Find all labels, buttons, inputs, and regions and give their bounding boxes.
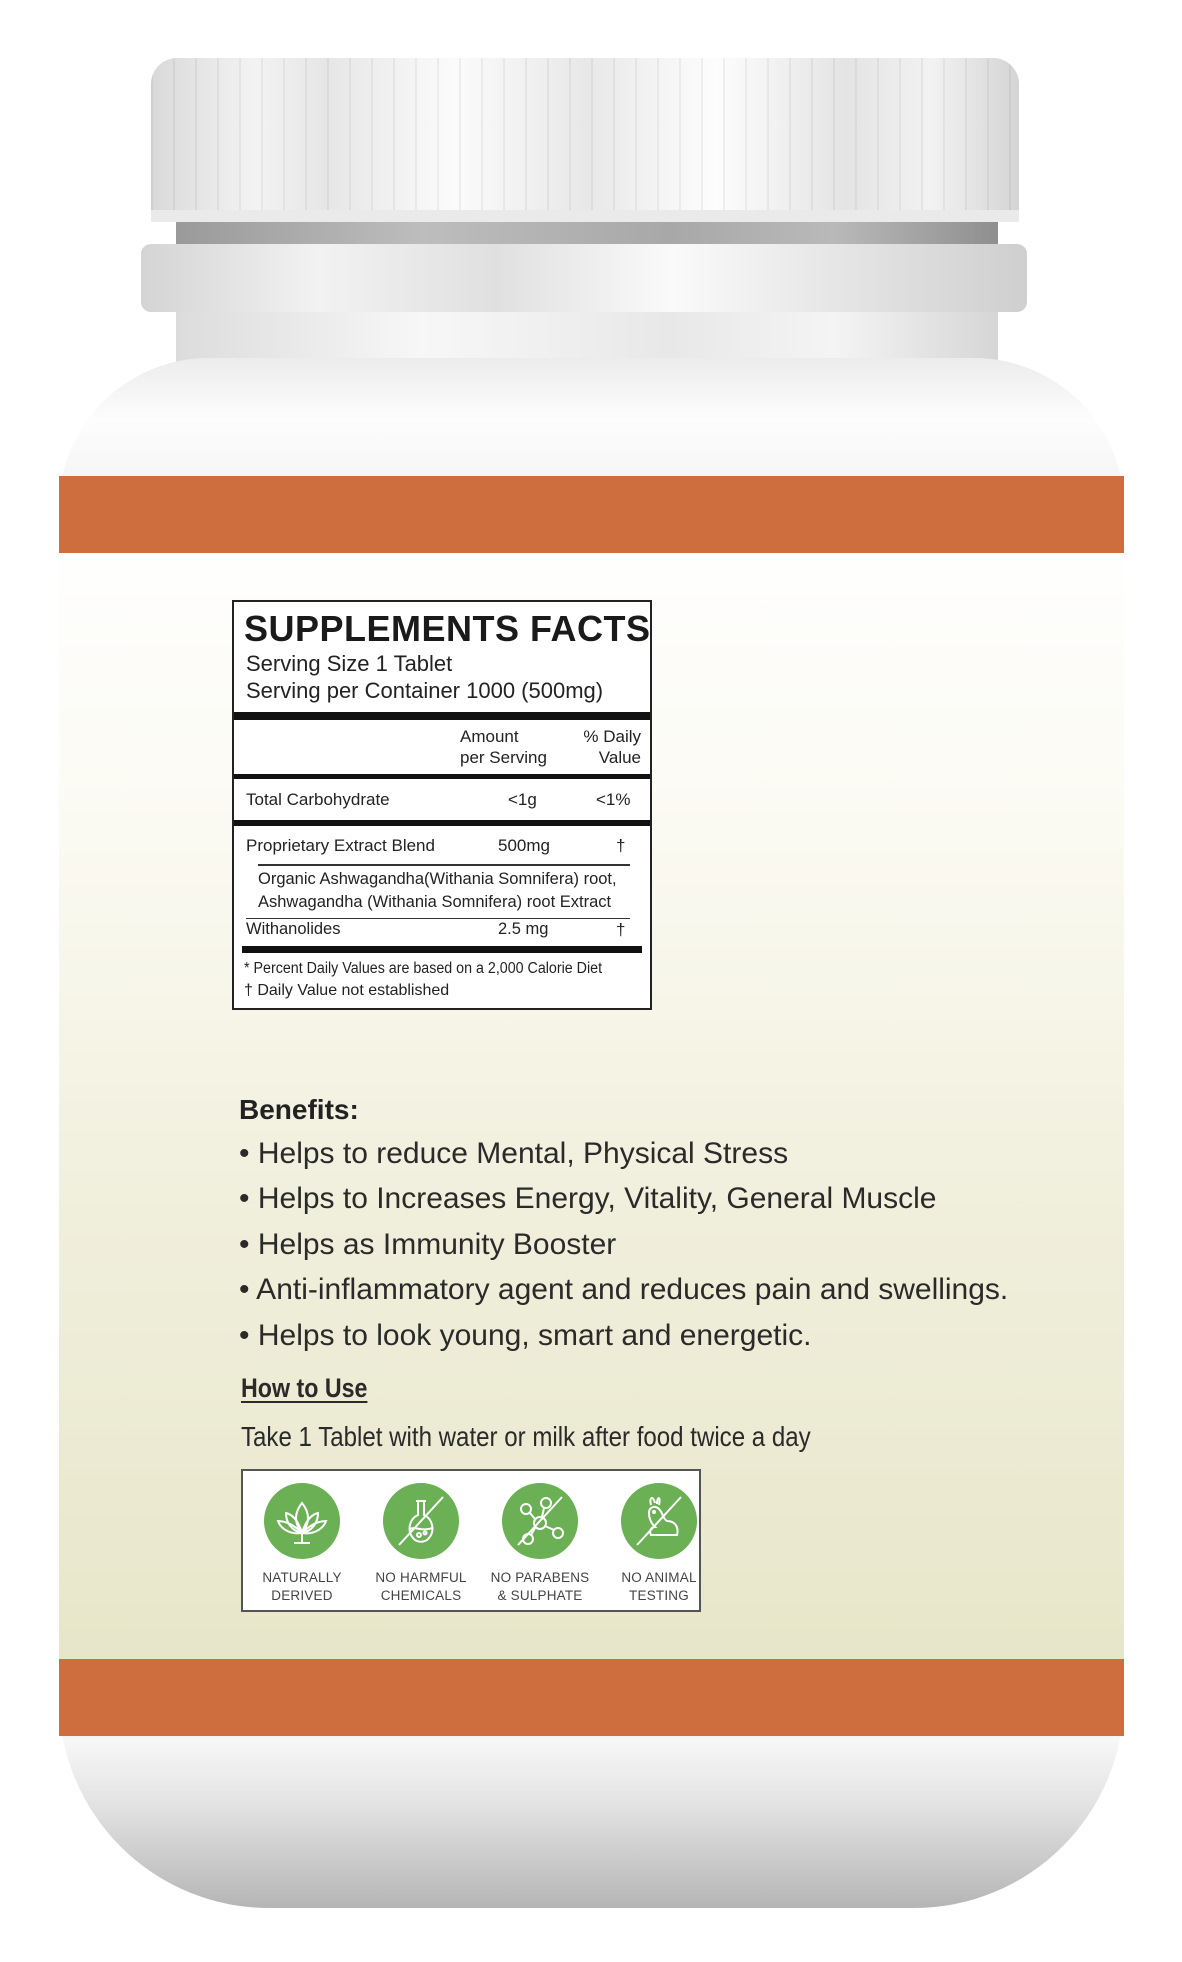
badge-label-line: CHEMICALS xyxy=(380,1588,462,1603)
bottle-cap-ribs xyxy=(151,58,1019,216)
badge-no-harmful-chemicals xyxy=(366,1483,476,1605)
badge-label-line: NO ANIMAL xyxy=(621,1570,697,1585)
supplement-facts-panel xyxy=(232,600,652,1010)
row-amount: 500mg xyxy=(498,836,550,855)
blend-line: Organic Ashwagandha(Withania Somnifera) root, xyxy=(258,870,617,888)
serving-size: Serving Size 1 Tablet xyxy=(246,651,453,676)
row-name: Withanolides xyxy=(246,920,341,938)
benefit-item: • Helps as Immunity Booster xyxy=(239,1228,617,1261)
badge-label-line: NO PARABENS xyxy=(490,1570,590,1585)
row-dv: † xyxy=(616,836,626,855)
bottle-bottom xyxy=(59,1738,1124,1908)
no-animal-testing-icon xyxy=(621,1483,697,1559)
badge-label xyxy=(604,1569,714,1605)
no-chemicals-icon xyxy=(383,1483,459,1559)
label-band-top xyxy=(59,476,1124,553)
badge-label xyxy=(247,1569,357,1605)
col-dv-header xyxy=(583,726,641,768)
bottle-cap-band xyxy=(176,222,998,244)
col-amount-line1: Amount xyxy=(460,727,519,746)
facts-divider-thick xyxy=(242,946,642,953)
row-amount: 2.5 mg xyxy=(498,920,549,938)
bottle-neck xyxy=(176,312,998,362)
serving-per-container: Serving per Container 1000 (500mg) xyxy=(246,678,604,703)
bottle-neck-ring xyxy=(141,244,1027,312)
blend-line: Ashwagandha (Withania Somnifera) root Extract xyxy=(258,893,612,911)
badge-label-line: TESTING xyxy=(629,1588,689,1603)
facts-divider-medium xyxy=(234,774,650,779)
benefit-item: • Helps to look young, smart and energetic. xyxy=(239,1319,812,1352)
label-band-bottom xyxy=(59,1659,1124,1736)
col-amount-header xyxy=(460,726,547,768)
badge-label-line: & SULPHATE xyxy=(497,1588,583,1603)
row-name: Total Carbohydrate xyxy=(246,790,390,809)
benefits-heading: Benefits: xyxy=(239,1094,359,1125)
badge-no-animal-testing xyxy=(604,1483,714,1605)
bottle-cap-lip xyxy=(151,210,1019,222)
row-dv: † xyxy=(616,920,626,939)
badge-label-line: NO HARMFUL xyxy=(375,1570,467,1585)
badge-label-line: DERIVED xyxy=(271,1588,333,1603)
row-amount: <1g xyxy=(508,790,537,809)
facts-title: SUPPLEMENTS FACTS xyxy=(244,608,651,649)
how-to-use-text: Take 1 Tablet with water or milk after food twice a day xyxy=(241,1421,811,1452)
facts-divider-thick xyxy=(234,712,650,720)
badges-panel xyxy=(241,1469,701,1612)
facts-serving-info xyxy=(246,650,603,704)
how-to-use-heading: How to Use xyxy=(241,1373,368,1403)
badge-no-parabens xyxy=(485,1483,595,1605)
col-dv-line1: % Daily xyxy=(583,727,641,746)
badge-label xyxy=(366,1569,476,1605)
badge-naturally-derived xyxy=(247,1483,357,1605)
col-amount-line2: per Serving xyxy=(460,748,547,767)
facts-divider-thin xyxy=(246,918,630,919)
badge-label xyxy=(485,1569,595,1605)
facts-divider-thin xyxy=(258,864,630,866)
lotus-icon xyxy=(264,1483,340,1559)
row-dv: <1% xyxy=(596,790,631,809)
benefit-item: • Helps to reduce Mental, Physical Stress xyxy=(239,1137,789,1170)
col-dv-line2: Value xyxy=(598,748,641,767)
facts-footnote: * Percent Daily Values are based on a 2,000 Calorie Diet xyxy=(244,960,603,977)
benefit-item: • Anti-inflammatory agent and reduces pain and swellings. xyxy=(239,1273,1009,1306)
benefit-item: • Helps to Increases Energy, Vitality, General Muscle xyxy=(239,1182,937,1215)
blend-ingredients xyxy=(258,868,617,914)
row-name: Proprietary Extract Blend xyxy=(246,836,435,855)
facts-divider-medium xyxy=(234,820,650,826)
facts-footnote: † Daily Value not established xyxy=(244,982,450,999)
no-parabens-icon xyxy=(502,1483,578,1559)
badge-label-line: NATURALLY xyxy=(262,1570,342,1585)
